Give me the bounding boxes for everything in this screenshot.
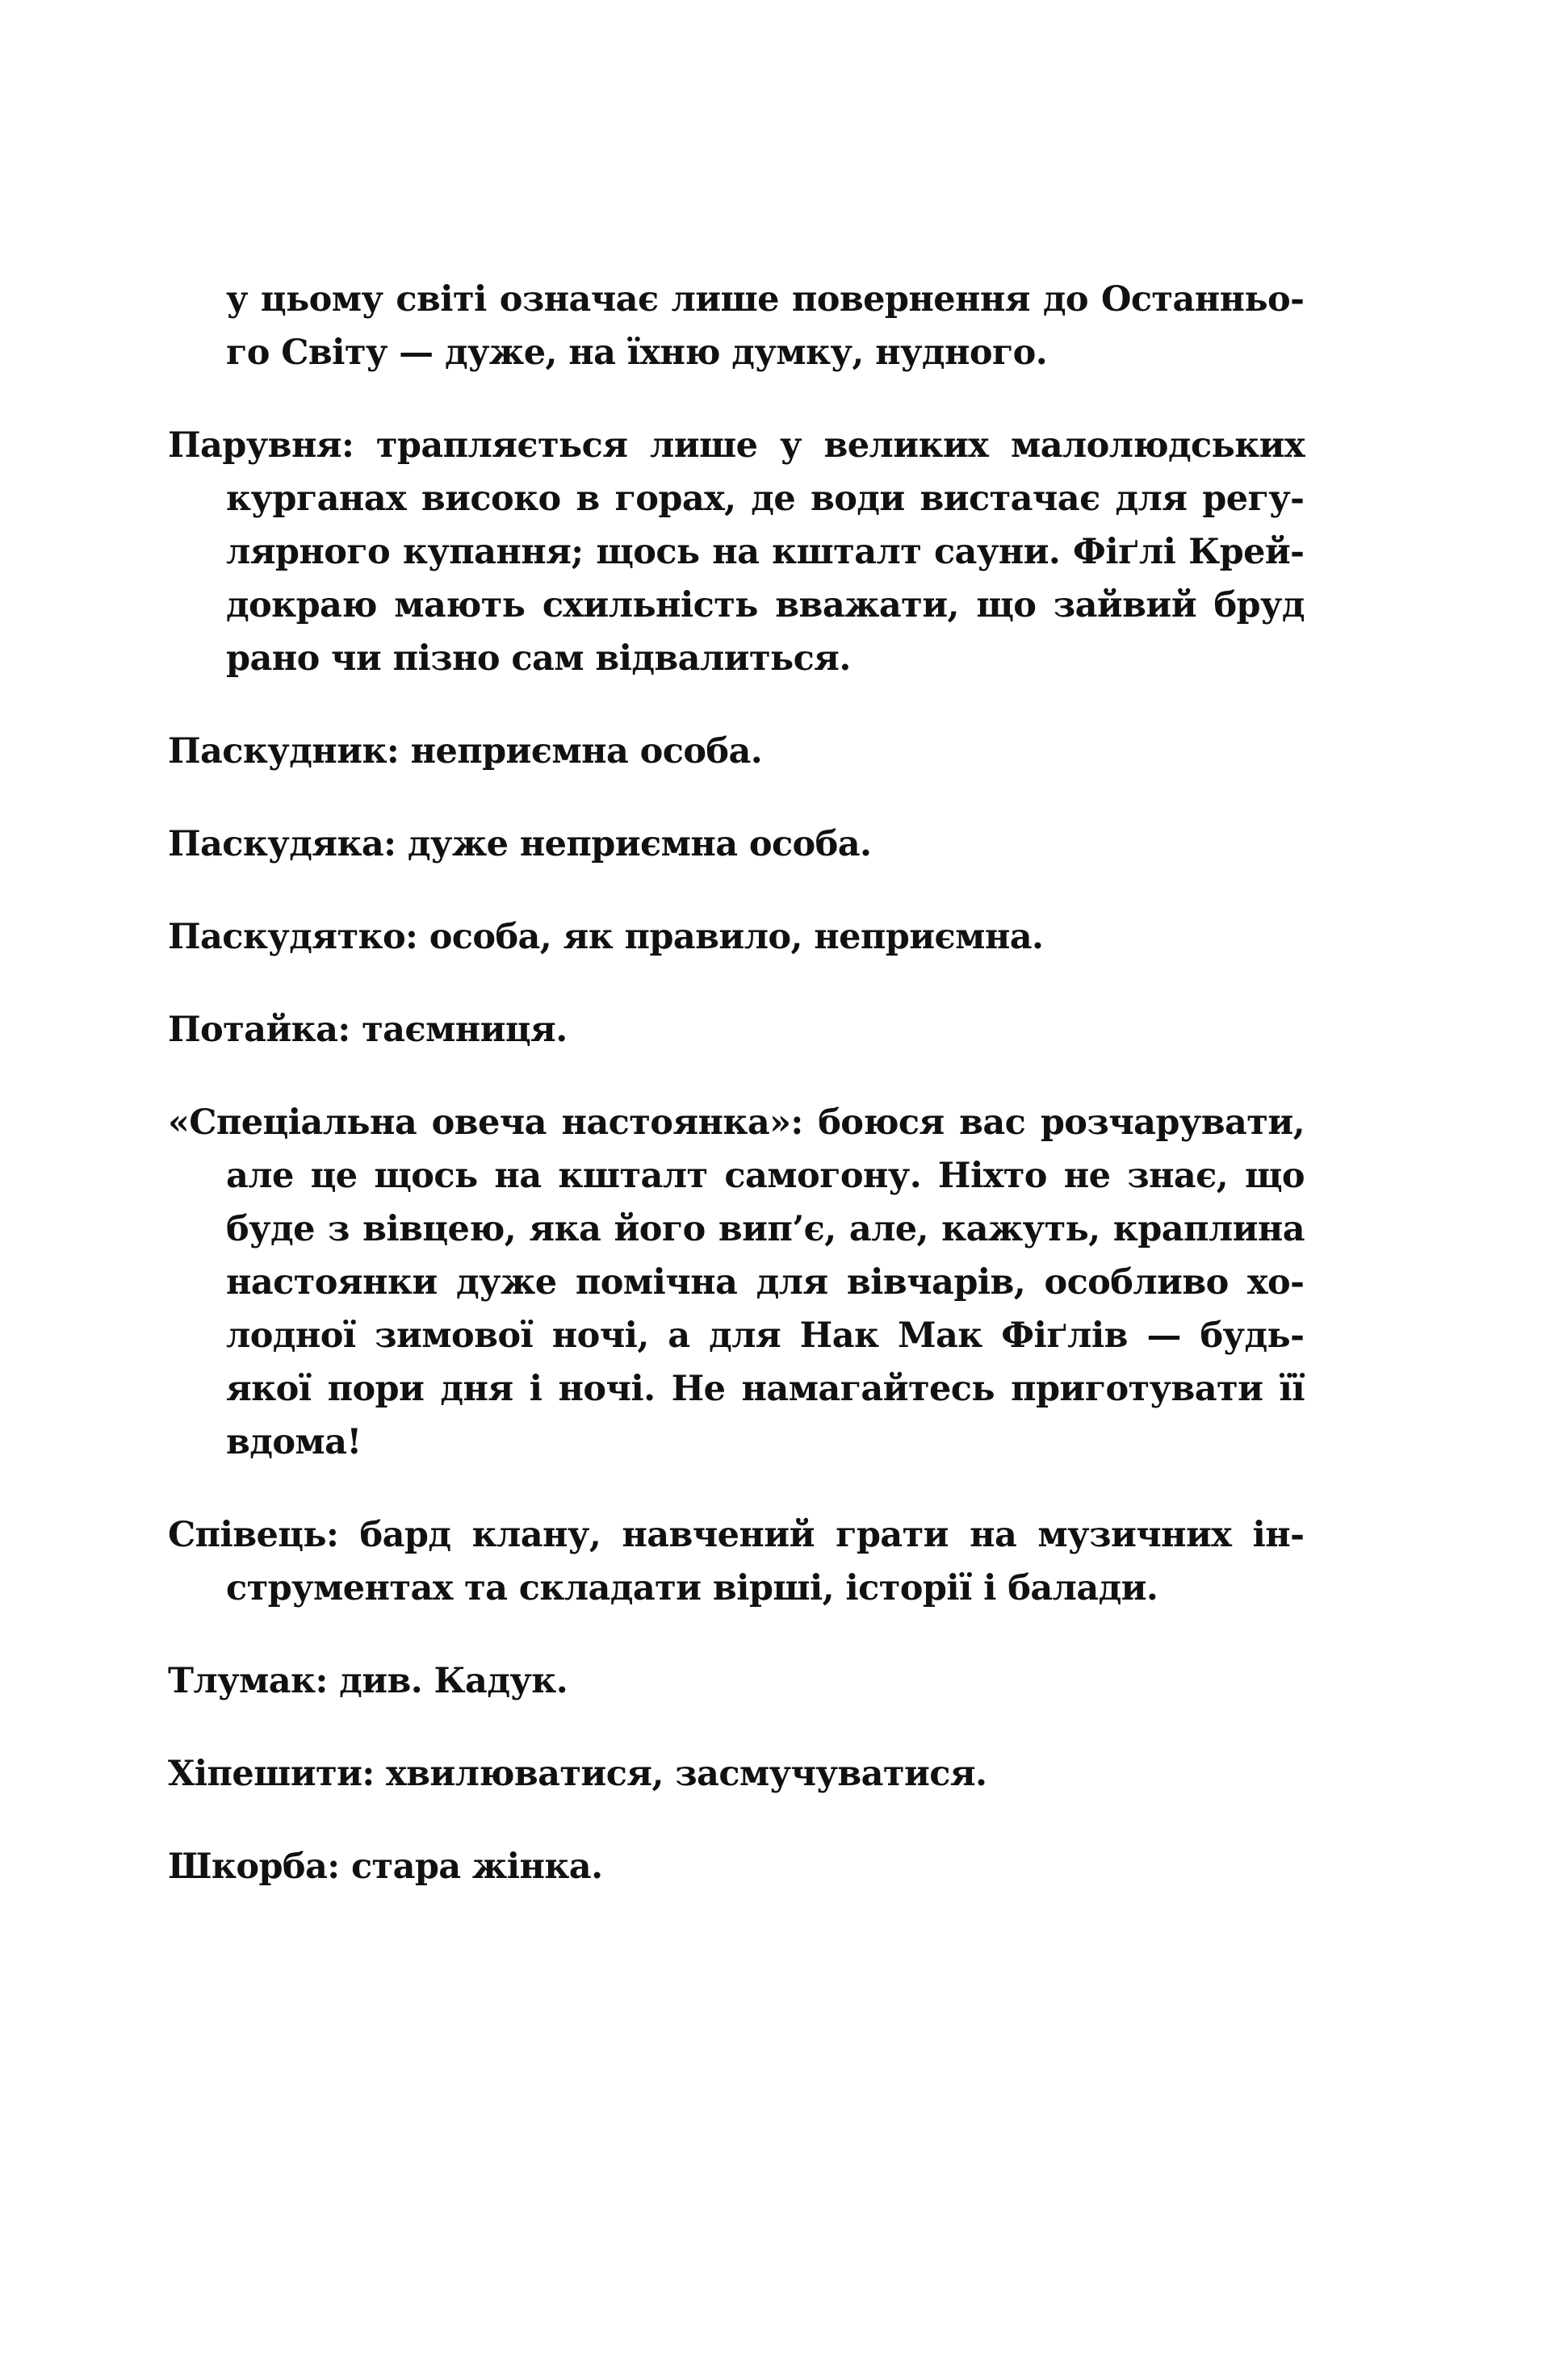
glossary-page (168, 273, 1305, 1933)
entry-separator: : (405, 917, 429, 957)
entry-term: Потайка (168, 1010, 338, 1050)
continuation-text: у цьому світі означає лише повернення до Останнього Світу — дуже, на їхню думку, нудного. (226, 279, 1305, 373)
entry-definition: хвилюватися, засмучуватися. (386, 1754, 987, 1794)
entry-term: Тлумак (168, 1661, 316, 1701)
entry-term: Шкорба (168, 1847, 328, 1887)
entry-separator: : (341, 425, 376, 466)
entry-term: Парувня (168, 425, 341, 466)
entry-separator: : (315, 1661, 340, 1701)
entry-term: Співець (168, 1515, 327, 1555)
glossary-entry-paskudiatko (168, 910, 1305, 964)
glossary-entry-paskudnyk (168, 725, 1305, 778)
entry-definition: таємниця. (362, 1010, 568, 1050)
entry-separator: : (383, 824, 408, 864)
glossary-entry-shkorba (168, 1840, 1305, 1893)
entry-definition: стара жінка. (350, 1847, 603, 1887)
glossary-entry-spetsialna-ovecha-nastoianka (168, 1096, 1305, 1469)
entry-term: Хіпешити (168, 1754, 362, 1794)
entry-definition: дуже неприємна особа. (407, 824, 872, 864)
entry-separator: : (362, 1754, 387, 1794)
glossary-continuation (168, 273, 1305, 379)
glossary-entry-paskudiaka (168, 818, 1305, 871)
entry-term: Паскудник (168, 731, 387, 772)
entry-separator: : (386, 731, 411, 772)
glossary-entry-spivets (168, 1508, 1305, 1615)
entry-definition: трапляється лише у великих малолюдських курганах високо в горах, де води вистачає для регулярного купання; щось на кшталт сауни. Фіґлі Крейдокраю мають схильність вважати, що зайвий бруд рано чи пізно сам відвалиться. (226, 425, 1305, 679)
glossary-entry-tlumak (168, 1654, 1305, 1708)
entry-separator: : (327, 1847, 351, 1887)
entry-definition: боюся вас розчарувати, але це щось на кшталт самогону. Ніхто не знає, що буде з вівцею, яка його вип’є, але, кажуть, краплина настоянки дуже помічна для вівчарів, особливо холодної зимової ночі, а для Нак Мак Фіґлів — будьякої пори дня і ночі. Не намагайтесь приготувати її вдома! (226, 1102, 1305, 1462)
entry-definition: неприємна особа. (410, 731, 763, 772)
entry-separator: : (326, 1515, 360, 1555)
glossary-entry-khipeshyty (168, 1747, 1305, 1801)
entry-term: Паскудятко (168, 917, 406, 957)
glossary-entry-potaika (168, 1003, 1305, 1056)
entry-separator: : (790, 1102, 819, 1143)
entry-definition: див. Кадук. (339, 1661, 568, 1701)
entry-term: Паскудяка (168, 824, 384, 864)
entry-term: «Спеціальна овеча настоянка» (168, 1102, 791, 1143)
entry-definition: особа, як правило, неприємна. (429, 917, 1044, 957)
glossary-entry-paruvnia (168, 419, 1305, 685)
entry-separator: : (337, 1010, 362, 1050)
entry-definition: бард клану, навчений грати на музичних інструментах та складати вірші, історії і балади. (226, 1515, 1305, 1608)
